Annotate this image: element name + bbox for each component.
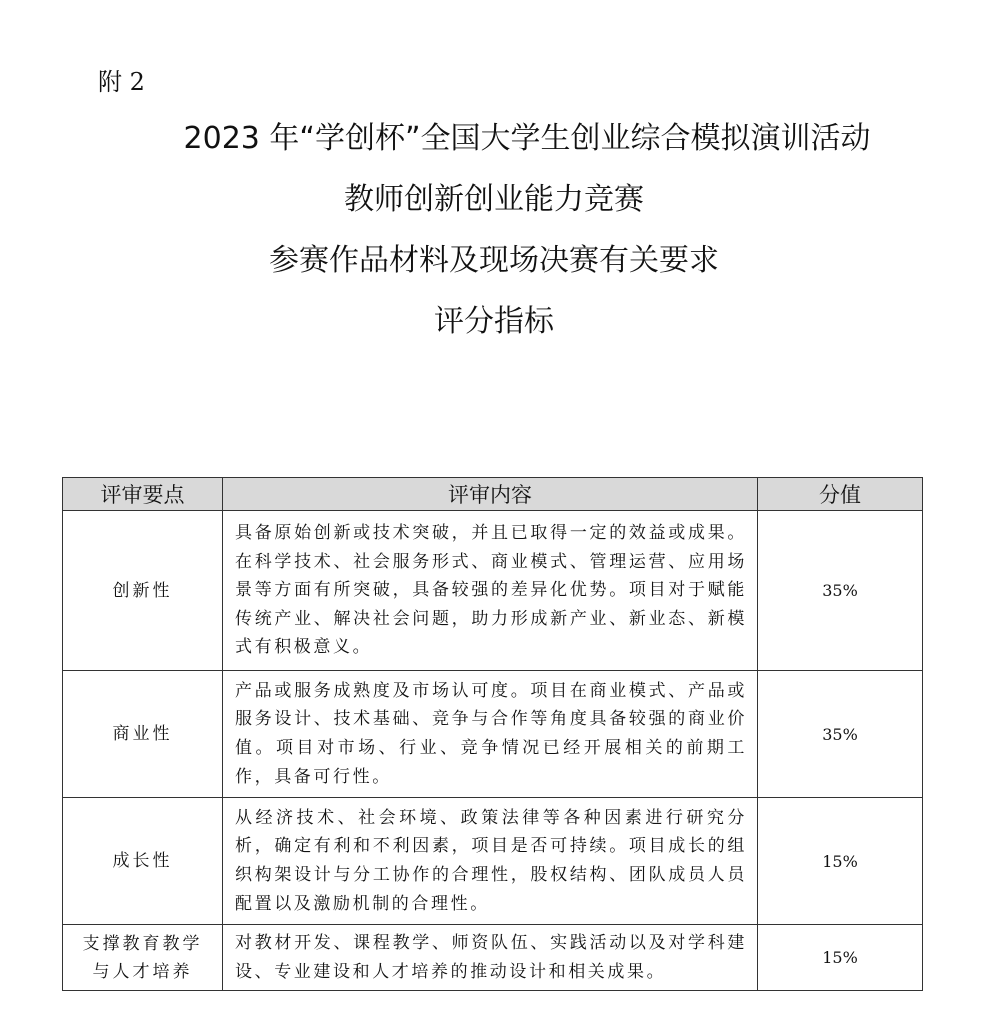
review-content: 产品或服务成熟度及市场认可度。项目在商业模式、产品或服务设计、技术基础、竞争与合作等角度具备较强的商业价值。项目对市场、行业、竞争情况已经开展相关的前期工作，具备可行性。 bbox=[223, 671, 758, 798]
attachment-label: 附 2 bbox=[98, 68, 145, 96]
title-line-3: 参赛作品材料及现场决赛有关要求 bbox=[269, 243, 719, 278]
table-header-row bbox=[63, 478, 923, 511]
score-value: 35% bbox=[758, 511, 923, 671]
score-value: 15% bbox=[758, 798, 923, 925]
table-row bbox=[63, 798, 923, 925]
score-value: 15% bbox=[758, 925, 923, 991]
review-point: 创新性 bbox=[63, 511, 223, 671]
header-review-content: 评审内容 bbox=[223, 478, 758, 511]
review-point: 商业性 bbox=[63, 671, 223, 798]
table-row bbox=[63, 671, 923, 798]
review-content: 具备原始创新或技术突破，并且已取得一定的效益或成果。在科学技术、社会服务形式、商业模式、管理运营、应用场景等方面有所突破，具备较强的差异化优势。项目对于赋能传统产业、解决社会问题，助力形成新产业、新业态、新模式有积极意义。 bbox=[223, 511, 758, 671]
review-content: 对教材开发、课程教学、师资队伍、实践活动以及对学科建设、专业建设和人才培养的推动设计和相关成果。 bbox=[223, 925, 758, 991]
review-content: 从经济技术、社会环境、政策法律等各种因素进行研究分析，确定有利和不利因素，项目是否可持续。项目成长的组织构架设计与分工协作的合理性，股权结构、团队成员人员配置以及激励机制的合理性。 bbox=[223, 798, 758, 925]
title-line-4: 评分指标 bbox=[434, 304, 554, 339]
header-review-point: 评审要点 bbox=[63, 478, 223, 511]
table-row bbox=[63, 511, 923, 671]
score-value: 35% bbox=[758, 671, 923, 798]
table-row bbox=[63, 925, 923, 991]
scoring-table bbox=[62, 477, 923, 991]
title-line-1: 2023 年“学创杯”全国大学生创业综合模拟演训活动 bbox=[183, 121, 871, 156]
review-point: 支撑教育教学与人才培养 bbox=[63, 925, 223, 991]
document-title bbox=[0, 118, 988, 362]
header-score: 分值 bbox=[758, 478, 923, 511]
review-point: 成长性 bbox=[63, 798, 223, 925]
title-line-2: 教师创新创业能力竞赛 bbox=[344, 182, 644, 217]
